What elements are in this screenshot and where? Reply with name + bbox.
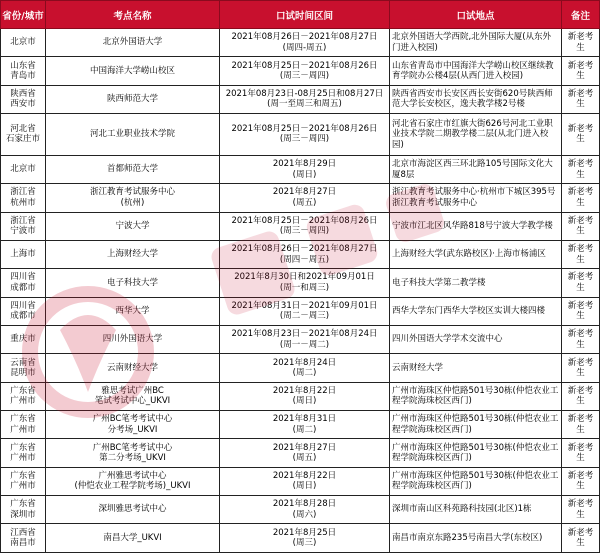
city-cell-line: 广州市 (10, 396, 36, 407)
note-cell: 新老考生 (562, 269, 600, 297)
site-name-cell-line: 浙江教育考试服务中心 (89, 187, 175, 198)
note-cell: 新老考生 (562, 297, 600, 325)
site-name-cell (46, 467, 220, 495)
city-cell-line: 河北省 (10, 123, 36, 134)
time-range-cell (220, 382, 390, 410)
time-range-cell-line: 2021年8月27日 (272, 442, 337, 453)
location-cell (390, 57, 562, 85)
table-row (1, 382, 600, 410)
time-range-cell-line: 2021年8月24日 (272, 357, 337, 368)
city-cell-line: 浙江省 (10, 187, 36, 198)
time-range-cell-line: 2021年8月31日 (272, 414, 337, 425)
location-cell (390, 411, 562, 439)
city-cell (1, 411, 46, 439)
time-range-cell-line: (周三－周四) (279, 134, 330, 145)
site-name-cell (46, 155, 220, 183)
time-range-cell (220, 325, 390, 353)
table-row (1, 325, 600, 353)
time-range-cell-line: (周三) (292, 538, 317, 549)
location-cell (390, 155, 562, 183)
city-cell-line: 四川省 (10, 272, 36, 283)
site-name-cell-line: 宁波大学 (115, 221, 150, 232)
time-range-cell (220, 114, 390, 156)
location-cell-line: 浙江教育考试服务中心·杭州市下城区395号浙江教育考试服务中心 (392, 187, 556, 208)
location-cell-line: 北京外国语大学西院,北外国际大厦(从东外门进入校园) (392, 32, 552, 53)
time-range-cell-line: 2021年8月29日 (272, 159, 337, 170)
time-range-cell-line: (周日) (292, 396, 317, 407)
table-row (1, 155, 600, 183)
site-name-cell (46, 184, 220, 212)
table-header-row (1, 1, 600, 29)
time-range-cell-line: 2021年8月30日和2021年09月01日 (234, 272, 375, 283)
location-cell (390, 85, 562, 113)
city-cell-line: 南昌市 (10, 538, 36, 549)
city-cell-line: 江西省 (10, 527, 36, 538)
location-cell-line: 南昌市南京东路235号南昌大学(东校区) (392, 532, 543, 543)
location-cell (390, 467, 562, 495)
city-cell (1, 496, 46, 524)
location-cell (390, 269, 562, 297)
time-range-cell-line: (周六) (292, 509, 317, 520)
header-site-name: 考点名称 (46, 1, 220, 29)
location-cell-line: 云南财经大学 (392, 362, 444, 373)
note-cell: 新老考生 (562, 325, 600, 353)
location-cell-line: 河北省石家庄市红旗大街626号河北工业职业技术学院二期教学楼二层(从北门进入校园) (392, 118, 553, 150)
time-range-cell-line: (周四－周五) (279, 254, 330, 265)
location-cell (390, 114, 562, 156)
city-cell (1, 184, 46, 212)
time-range-cell-line: 2021年08月25日－2021年08月26日 (231, 60, 378, 71)
site-name-cell-line: 首都师范大学 (106, 164, 158, 175)
city-cell (1, 85, 46, 113)
city-cell-line: 广东省 (10, 442, 36, 453)
location-cell (390, 496, 562, 524)
city-cell-line: 重庆市 (10, 334, 36, 345)
city-cell (1, 114, 46, 156)
location-cell-line: 广州市海珠区仲恺路501号30栋(仲恺农业工程学院海珠校区西门) (392, 470, 559, 492)
site-name-cell-line: 南昌大学_UKVI (103, 532, 162, 543)
location-cell-line: 四川外国语大学学术交流中心 (392, 334, 503, 345)
site-name-cell (46, 354, 220, 382)
city-cell (1, 269, 46, 297)
site-name-cell (46, 114, 220, 156)
table-row (1, 184, 600, 212)
site-name-cell-line: 雅思考试广州BC (101, 385, 164, 396)
header-time-range: 口试时间区间 (220, 1, 390, 29)
table-row (1, 114, 600, 156)
city-cell-line: 石家庄市 (5, 134, 40, 145)
time-range-cell (220, 155, 390, 183)
time-range-cell-line: 2021年08月23日-08月25日和08月27日 (225, 88, 384, 99)
location-cell-line: 宁波市江北区风华路818号宁波大学教学楼 (392, 221, 553, 232)
time-range-cell (220, 354, 390, 382)
location-cell-line: 广州市海珠区仲恺路501号30栋(仲恺农业工程学院海珠校区西门) (392, 414, 559, 435)
time-range-cell-line: 2021年8月22日 (272, 470, 337, 481)
note-cell: 新老考生 (562, 240, 600, 268)
site-name-cell (46, 496, 220, 524)
city-cell (1, 354, 46, 382)
note-cell: 新老考生 (562, 382, 600, 410)
time-range-cell (220, 29, 390, 57)
city-cell-line: 广州市 (10, 481, 36, 492)
city-cell-line: 北京市 (10, 164, 36, 175)
note-cell: 新老考生 (562, 114, 600, 156)
location-cell-line: 北京市海淀区西三环北路105号国际文化大厦8层 (392, 159, 553, 180)
note-cell: 新老考生 (562, 85, 600, 113)
note-cell: 新老考生 (562, 29, 600, 57)
table-row (1, 57, 600, 85)
time-range-cell (220, 57, 390, 85)
time-range-cell-line: 2021年8月28日 (272, 499, 337, 510)
time-range-cell-line: (周四-周五) (282, 42, 327, 53)
city-cell (1, 382, 46, 410)
location-cell (390, 524, 562, 553)
time-range-cell-line: (周日) (292, 169, 317, 180)
note-cell: 新老考生 (562, 496, 600, 524)
city-cell-line: 昆明市 (10, 368, 36, 378)
time-range-cell (220, 439, 390, 467)
location-cell-line: 深圳市南山区科苑路科技园(北区)1栋 (392, 504, 532, 515)
header-location: 口试地点 (390, 1, 562, 29)
note-cell: 新老考生 (562, 524, 600, 553)
time-range-cell-line: (周二) (292, 368, 317, 378)
time-range-cell (220, 212, 390, 240)
site-name-cell-line: (杭州) (120, 197, 145, 208)
table-row (1, 269, 600, 297)
city-cell (1, 212, 46, 240)
site-name-cell-line: 电子科技大学 (106, 277, 158, 288)
time-range-cell (220, 411, 390, 439)
location-cell-line: 广州市海珠区仲恺路501号30栋(仲恺农业工程学院海珠校区西门) (392, 442, 559, 464)
location-cell (390, 297, 562, 325)
time-range-cell-line: (周二－周三) (279, 311, 330, 322)
site-name-cell (46, 57, 220, 85)
time-range-cell-line: (周五) (292, 197, 317, 208)
note-cell: 新老考生 (562, 439, 600, 467)
note-cell: 新老考生 (562, 411, 600, 439)
city-cell-line: 广东省 (10, 414, 36, 425)
site-name-cell (46, 382, 220, 410)
site-name-cell-line: 广州BC笔考考试中心 (92, 414, 173, 425)
city-cell-line: 广州市 (10, 424, 36, 435)
time-range-cell (220, 85, 390, 113)
site-name-cell-line: 广州雅思考试中心 (98, 470, 167, 481)
location-cell (390, 382, 562, 410)
header-note: 备注 (562, 1, 600, 29)
city-cell-line: 成都市 (10, 311, 36, 322)
city-cell (1, 57, 46, 85)
site-name-cell-line: 河北工业职业技术学院 (89, 129, 175, 140)
site-name-cell (46, 212, 220, 240)
note-cell: 新老考生 (562, 155, 600, 183)
city-cell (1, 524, 46, 553)
time-range-cell (220, 524, 390, 553)
time-range-cell (220, 496, 390, 524)
city-cell-line: 北京市 (10, 37, 36, 48)
time-range-cell-line: (周一至周三和周五) (267, 99, 342, 110)
location-cell-line: 上海财经大学(武东路校区)·上海市杨浦区 (392, 249, 546, 260)
time-range-cell-line: (周一和周三) (279, 282, 330, 293)
time-range-cell (220, 269, 390, 297)
site-name-cell (46, 240, 220, 268)
location-cell-line: 陕西省西安市长安区西长安街620号陕西师范大学长安校区，逸夫教学楼2号楼 (392, 88, 553, 110)
note-cell: 新老考生 (562, 467, 600, 495)
city-cell-line: 深圳市 (10, 509, 36, 520)
site-name-cell (46, 29, 220, 57)
city-cell-line: 陕西省 (10, 88, 36, 99)
time-range-cell-line: (周日) (292, 481, 317, 492)
city-cell-line: 云南省 (10, 357, 36, 368)
city-cell (1, 240, 46, 268)
location-cell-line: 山东省青岛市中国海洋大学崂山校区继续教育学院办公楼4层(从西门进入校园) (392, 60, 554, 82)
time-range-cell-line: 2021年08月23日－2021年08月24日 (231, 329, 378, 340)
site-name-cell-line: 西华大学 (115, 306, 150, 317)
time-range-cell-line: (周一－周二) (279, 339, 330, 350)
site-name-cell-line: 上海财经大学 (106, 249, 158, 260)
city-cell-line: 浙江省 (10, 215, 36, 226)
city-cell (1, 325, 46, 353)
city-cell-line: 宁波市 (10, 226, 36, 237)
site-name-cell (46, 439, 220, 467)
city-cell-line: 四川省 (10, 300, 36, 311)
note-cell: 新老考生 (562, 212, 600, 240)
table-row (1, 240, 600, 268)
time-range-cell-line: 2021年08月25日－2021年08月26日 (231, 215, 378, 226)
time-range-cell (220, 240, 390, 268)
site-name-cell (46, 297, 220, 325)
site-name-cell-line: 中国海洋大学崂山校区 (89, 65, 175, 76)
city-cell (1, 155, 46, 183)
table-row (1, 411, 600, 439)
time-range-cell (220, 184, 390, 212)
city-cell-line: 成都市 (10, 282, 36, 293)
city-cell-line: 广州市 (10, 453, 36, 464)
city-cell (1, 297, 46, 325)
location-cell (390, 325, 562, 353)
site-name-cell-line: 四川外国语大学 (102, 334, 163, 345)
city-cell-line: 广东省 (10, 385, 36, 396)
table-row (1, 439, 600, 467)
site-name-cell (46, 269, 220, 297)
time-range-cell-line: 2021年08月26日－2021年08月27日 (231, 244, 378, 255)
table-row (1, 354, 600, 382)
table-row (1, 467, 600, 495)
time-range-cell-line: 2021年08月31日－2021年09月01日 (231, 300, 378, 311)
city-cell-line: 青岛市 (10, 71, 36, 82)
time-range-cell-line: 2021年08月26日－2021年08月27日 (231, 32, 378, 43)
site-name-cell-line: 第二分考场_UKVI (99, 453, 166, 464)
site-name-cell (46, 85, 220, 113)
site-name-cell-line: 分考场_UKVI (107, 424, 158, 435)
note-cell: 新老考生 (562, 57, 600, 85)
location-cell-line: 电子科技大学第二教学楼 (392, 277, 486, 288)
time-range-cell-line: (周三－周四) (279, 71, 330, 82)
table-row (1, 29, 600, 57)
table-body (1, 29, 600, 553)
location-cell-line: 西华大学东门西华大学校区实训大楼四楼 (392, 306, 546, 317)
city-cell-line: 上海市 (10, 249, 36, 260)
time-range-cell (220, 467, 390, 495)
city-cell-line: 杭州市 (10, 197, 36, 208)
site-name-cell (46, 524, 220, 553)
city-cell-line: 西安市 (10, 99, 36, 110)
table-row (1, 496, 600, 524)
city-cell (1, 439, 46, 467)
site-name-cell-line: 广州BC笔考考试中心 (92, 442, 173, 453)
location-cell (390, 439, 562, 467)
city-cell-line: 山东省 (10, 60, 36, 71)
site-name-cell-line: (仲恺农业工程学院考场)_UKVI (74, 481, 191, 492)
location-cell (390, 29, 562, 57)
location-cell (390, 212, 562, 240)
time-range-cell-line: 2021年8月22日 (272, 385, 337, 396)
location-cell (390, 354, 562, 382)
site-name-cell-line: 北京外国语大学 (102, 37, 163, 48)
site-name-cell-line: 深圳雅思考试中心 (98, 504, 167, 515)
table-row (1, 212, 600, 240)
note-cell: 新老考生 (562, 354, 600, 382)
city-cell (1, 29, 46, 57)
city-cell-line: 广东省 (10, 499, 36, 510)
site-name-cell-line: 陕西师范大学 (106, 94, 158, 105)
site-name-cell (46, 411, 220, 439)
time-range-cell-line: 2021年8月27日 (272, 187, 337, 198)
time-range-cell (220, 297, 390, 325)
site-name-cell (46, 325, 220, 353)
site-name-cell-line: 云南财经大学 (106, 362, 158, 373)
city-cell-line: 广东省 (10, 470, 36, 481)
note-cell: 新老考生 (562, 184, 600, 212)
time-range-cell-line: 2021年8月25日 (272, 527, 337, 538)
header-city: 省份/城市 (1, 1, 46, 29)
table-row (1, 85, 600, 113)
location-cell-line: 广州市海珠区仲恺路501号30栋(仲恺农业工程学院海珠校区西门) (392, 385, 559, 407)
city-cell (1, 467, 46, 495)
time-range-cell-line: 2021年08月25日－2021年08月26日 (231, 123, 378, 134)
table-row (1, 297, 600, 325)
site-name-cell-line: 笔试考试中心_UKVI (94, 396, 171, 407)
time-range-cell-line: (周二) (292, 424, 317, 435)
location-cell (390, 184, 562, 212)
table-row (1, 524, 600, 553)
location-cell (390, 240, 562, 268)
time-range-cell-line: (周三－周四) (279, 226, 330, 237)
time-range-cell-line: (周五) (292, 453, 317, 464)
